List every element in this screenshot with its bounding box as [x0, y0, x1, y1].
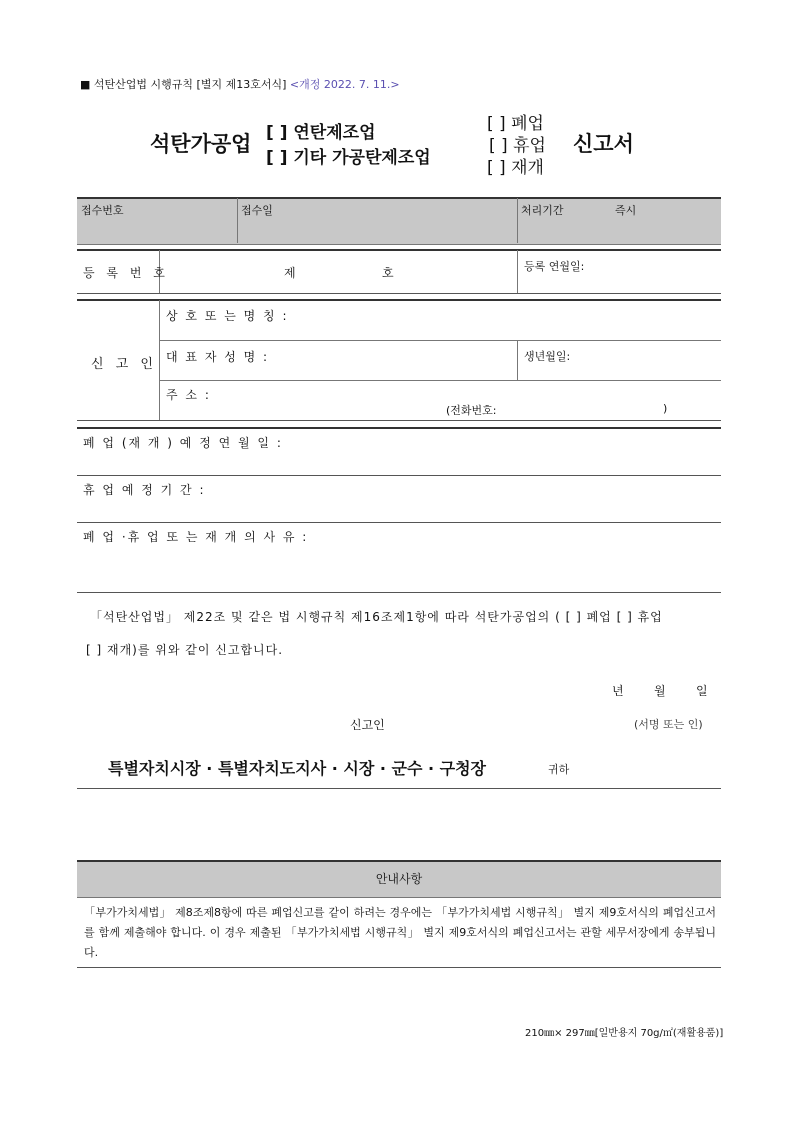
title-type-suspension: [ ] 휴업: [489, 136, 546, 156]
registration-date-label: 등록 연월일:: [524, 260, 585, 273]
guidance-text: 「부가가치세법」 제8조제8항에 따른 폐업신고를 같이 하려는 경우에는 「부가가치세법 시행규칙」 별지 제9호서식의 폐업신고서를 함께 제출해야 합니다. 이 경우 제출된 「부가가치세법 시행규칙」 별지 제9호서식의 폐업신고서는 관할 세무서장에게 송부됩니다.: [84, 906, 716, 959]
guidance-heading: 안내사항: [375, 872, 423, 886]
statement-line-1: 「석탄산업법」 제22조 및 같은 법 시행규칙 제16조제1항에 따라 석탄가공업의 ( [ ] 폐업 [ ] 휴업: [90, 610, 663, 624]
closure-date-label: 폐 업 (재 개 ) 예 정 연 월 일 :: [83, 436, 283, 450]
signature-note: (서명 또는 인): [634, 718, 703, 731]
date-month: 월: [654, 684, 666, 698]
title-suffix: 신고서: [573, 132, 634, 156]
birth-date-label: 생년월일:: [524, 350, 571, 363]
statement-line-2: [ ] 재개)를 위와 같이 신고합니다.: [86, 643, 284, 657]
law-reference: 석탄산업법 시행규칙 [별지 제13호서식]: [93, 78, 287, 91]
phone-close: ): [663, 402, 668, 415]
registration-ho: 호: [382, 266, 394, 280]
representative-name-label: 대 표 자 성 명 :: [166, 350, 270, 364]
title-main: 석탄가공업: [150, 132, 252, 156]
revision-note: <개정 2022. 7. 11.>: [289, 78, 400, 91]
title-type-closure: [ ] 폐업: [487, 114, 544, 134]
title-option-briquette: [ ] 연탄제조업: [266, 123, 376, 143]
registration-number-label: 등 록 번 호: [83, 266, 169, 280]
registration-je: 제: [284, 266, 296, 280]
gwiha: 귀하: [548, 763, 570, 776]
receipt-date-label: 접수일: [241, 204, 273, 217]
title-type-resume: [ ] 재개: [487, 158, 544, 178]
recipient: 특별자치시장 · 특별자치도지사 · 시장 · 군수 · 구청장: [108, 759, 486, 778]
applicant-label: 신 고 인: [91, 357, 157, 372]
bullet: ■: [80, 78, 91, 91]
paper-spec: 210㎜× 297㎜[일반용지 70g/㎡(재활용품)]: [525, 1028, 724, 1039]
form-header: [80, 76, 400, 92]
processing-period-label: 처리기간: [521, 204, 564, 217]
reason-label: 폐 업 ·휴 업 또 는 재 개 의 사 유 :: [83, 530, 309, 544]
title-option-other: [ ] 기타 가공탄제조업: [266, 148, 431, 168]
business-name-label: 상 호 또 는 명 칭 :: [166, 309, 289, 323]
receipt-number-label: 접수번호: [81, 204, 124, 217]
date-day: 일: [696, 684, 708, 698]
suspension-period-label: 휴 업 예 정 기 간 :: [83, 483, 206, 497]
date-year: 년: [612, 684, 624, 698]
address-label: 주 소 :: [166, 388, 211, 402]
signer-label: 신고인: [350, 718, 385, 732]
processing-period-value: 즉시: [615, 204, 637, 217]
phone-label: (전화번호:: [446, 404, 497, 417]
